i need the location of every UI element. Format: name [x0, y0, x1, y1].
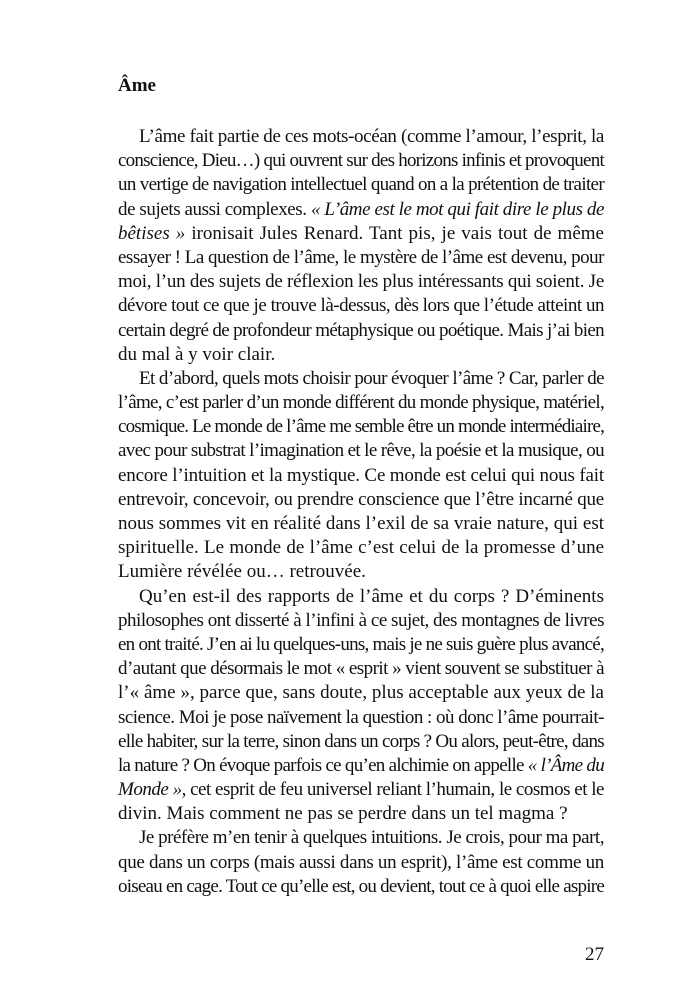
text-line [118, 536, 604, 560]
text-line [118, 173, 604, 197]
text-line [118, 851, 604, 875]
text-segment: Lumière révélée ou… retrouvée. [118, 561, 366, 583]
paragraph [118, 826, 604, 899]
text-segment: d’autant que désormais le mot « esprit » vient souvent se substituer à [118, 658, 604, 680]
italic-quote: bêtises » [118, 222, 186, 244]
text-segment: de sujets aussi complexes. [118, 198, 311, 220]
text-line [118, 730, 604, 754]
text-segment: Et d’abord, quels mots choisir pour évoquer l’âme ? Car, parler de [139, 367, 604, 389]
text-line [118, 149, 604, 173]
page-number: 27 [585, 944, 604, 965]
text-segment: philosophes ont disserté à l’infini à ce sujet, des montagnes de livres [118, 609, 604, 631]
body-text [118, 125, 604, 899]
text-line [118, 681, 604, 705]
text-segment: oiseau en cage. Tout ce qu’elle est, ou devient, tout ce à quoi elle aspire [118, 875, 604, 897]
italic-quote: « L’âme est le mot qui fait dire le plus de [310, 198, 604, 220]
text-line [118, 125, 604, 149]
text-line [118, 657, 604, 681]
text-segment: la nature ? On évoque parfois ce qu’en alchimie on appelle [118, 754, 528, 776]
text-segment: moi, l’un des sujets de réflexion les plus intéressants qui soient. Je [118, 271, 604, 293]
paragraph [118, 585, 604, 827]
text-segment: un vertige de navigation intellectuel quand on a la prétention de traiter [118, 174, 604, 196]
text-line [118, 585, 604, 609]
text-segment: spirituelle. Le monde de l’âme c’est celui de la promesse d’une [118, 537, 604, 559]
text-line [118, 415, 604, 439]
text-segment: nous sommes vit en réalité dans l’exil de sa vraie nature, qui est [118, 513, 604, 534]
text-segment: Je préfère m’en tenir à quelques intuitions. Je crois, pour ma part, [139, 827, 604, 849]
text-line [118, 875, 604, 899]
text-line [118, 778, 604, 802]
text-line [118, 826, 604, 850]
text-line [118, 464, 604, 488]
text-segment: science. Moi je pose naïvement la question : où donc l’âme pourrait- [118, 706, 604, 728]
text-segment: divin. Mais comment ne pas se perdre dans un tel magma ? [118, 803, 568, 825]
italic-quote: Monde » [118, 779, 182, 801]
text-segment: L’âme fait partie de ces mots-océan (comme l’amour, l’esprit, la [139, 126, 604, 147]
text-segment: avec pour substrat l’imagination et le rêve, la poésie et la musique, ou [118, 440, 604, 462]
text-segment: entrevoir, concevoir, ou prendre conscience que l’être incarné que [118, 488, 604, 510]
text-line [118, 633, 604, 657]
text-line [118, 706, 604, 730]
text-segment: du mal à y voir clair. [118, 343, 276, 365]
text-line [118, 488, 604, 512]
text-segment: cosmique. Le monde de l’âme me semble être un monde intermédiaire, [118, 416, 604, 438]
text-segment: que dans un corps (mais aussi dans un esprit), l’âme est comme un [118, 851, 604, 873]
text-segment: dévore tout ce que je trouve là-dessus, dès lors que l’étude atteint un [118, 295, 604, 317]
paragraph [118, 125, 604, 367]
text-line [118, 270, 604, 294]
paragraph [118, 367, 604, 585]
text-segment: l’âme, c’est parler d’un monde différent du monde physique, matériel, [118, 392, 604, 414]
text-segment: encore l’intuition et la mystique. Ce monde est celui qui nous fait [118, 464, 604, 486]
text-line [118, 512, 604, 536]
text-line [118, 754, 604, 778]
text-line [118, 294, 604, 318]
text-line [118, 222, 604, 246]
text-segment: ironisait Jules Renard. Tant pis, je vais tout de même [185, 222, 604, 244]
text-line [118, 343, 604, 367]
text-segment: , cet esprit de feu universel reliant l’humain, le cosmos et le [181, 779, 604, 801]
text-segment: certain degré de profondeur métaphysique ou poétique. Mais j’ai bien [118, 319, 604, 341]
text-segment: Qu’en est-il des rapports de l’âme et du corps ? D’éminents [139, 585, 604, 607]
text-segment: conscience, Dieu…) qui ouvrent sur des horizons infinis et provoquent [118, 150, 604, 172]
text-line [118, 560, 604, 584]
text-line [118, 391, 604, 415]
text-line [118, 609, 604, 633]
text-segment: en ont traité. J’en ai lu quelques-uns, mais je ne suis guère plus avancé, [118, 633, 604, 655]
text-line [118, 367, 604, 391]
section-title: Âme [118, 75, 156, 96]
text-line [118, 439, 604, 463]
text-line [118, 802, 604, 826]
text-segment: elle habiter, sur la terre, sinon dans un corps ? Ou alors, peut-être, dans [118, 730, 604, 752]
text-line [118, 319, 604, 343]
text-line [118, 198, 604, 222]
text-line [118, 246, 604, 270]
text-segment: essayer ! La question de l’âme, le mystère de l’âme est devenu, pour [118, 246, 604, 268]
text-segment: l’« âme », parce que, sans doute, plus acceptable aux yeux de la [118, 682, 604, 704]
italic-quote: « l’Âme du [527, 754, 604, 776]
